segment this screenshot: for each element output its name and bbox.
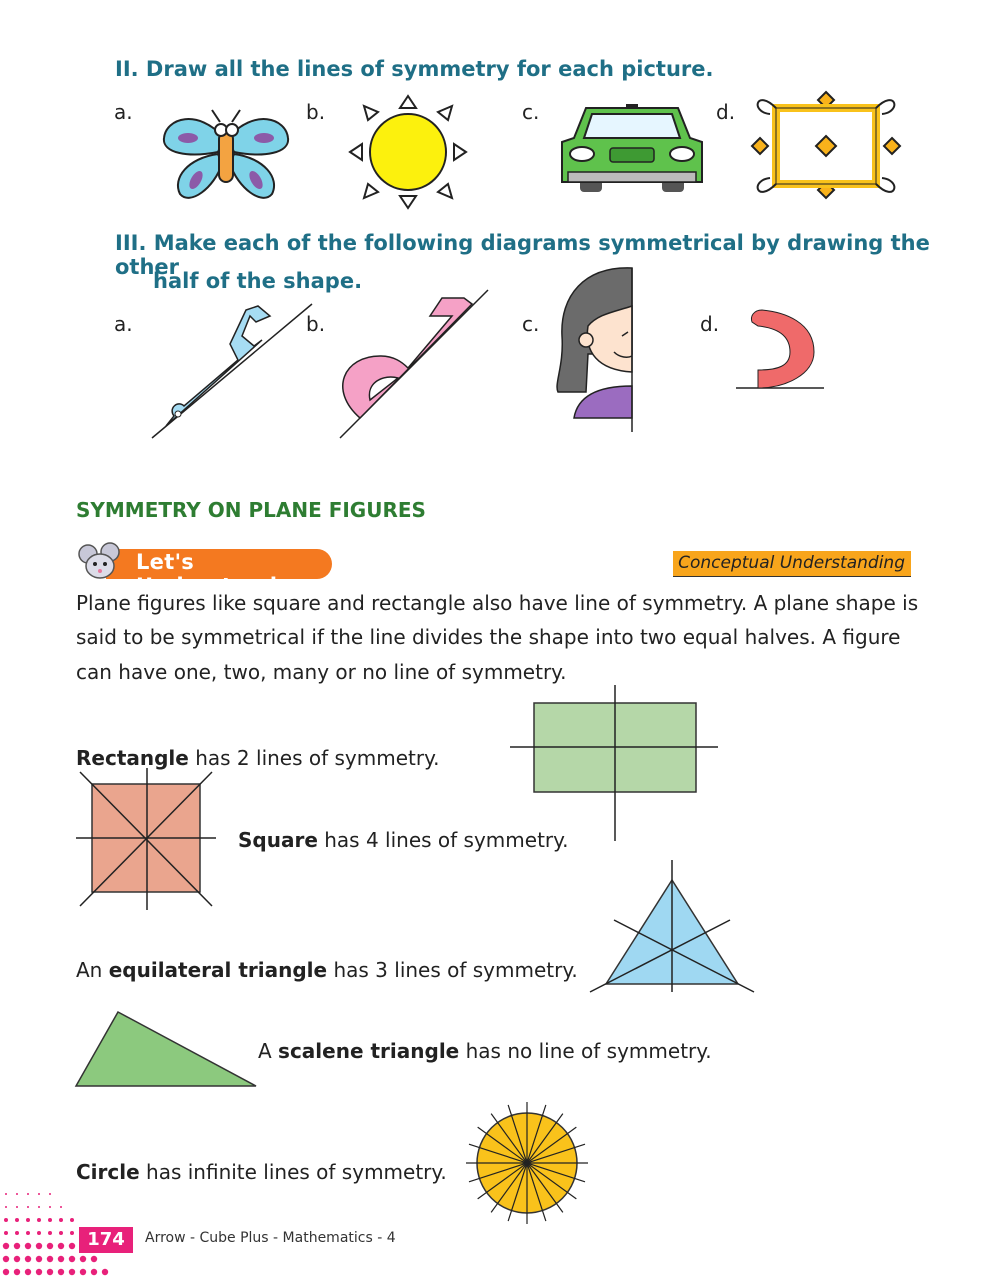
- label-2c: c.: [522, 100, 540, 124]
- decorative-dot: [16, 1193, 18, 1195]
- decorative-dot: [25, 1243, 31, 1249]
- equilateral-triangle-figure: [588, 858, 756, 994]
- rectangle-text: has 2 lines of symmetry.: [188, 746, 440, 770]
- decorative-dot: [47, 1269, 53, 1275]
- decorative-dot: [48, 1218, 52, 1222]
- decorative-dot: [36, 1243, 42, 1249]
- section-2-heading: II. Draw all the lines of symmetry for each picture.: [115, 57, 714, 81]
- circle-figure: [466, 1102, 588, 1224]
- intro-line-1: Plane figures like square and rectangle also have line of symmetry. A plane shape is: [76, 591, 919, 615]
- decorative-dot: [5, 1206, 7, 1208]
- decorative-dot: [58, 1256, 64, 1262]
- decorative-dot: [102, 1269, 108, 1275]
- decorative-dot: [69, 1256, 75, 1262]
- circle-caption: [76, 1155, 447, 1189]
- decorative-dot: [14, 1243, 20, 1249]
- decorative-dot: [16, 1206, 18, 1208]
- decorative-dot: [25, 1269, 31, 1275]
- label-2d: d.: [716, 100, 736, 124]
- page-number: 174: [87, 1229, 125, 1250]
- scalene-triangle-shape: [76, 1012, 256, 1086]
- label-3d: d.: [700, 312, 720, 336]
- decorative-dot: [37, 1218, 41, 1222]
- tag-underline: [673, 576, 911, 577]
- square-name: Square: [238, 828, 318, 852]
- scalene-caption: [258, 1034, 712, 1068]
- decorative-dot: [70, 1231, 74, 1235]
- label-3b: b.: [306, 312, 326, 336]
- intro-line-2: said to be symmetrical if the line divides the shape into two equal halves. A figure: [76, 625, 901, 649]
- decorative-dot: [26, 1218, 30, 1222]
- decorative-dot: [91, 1256, 97, 1262]
- decorative-dot: [59, 1218, 63, 1222]
- decorative-dot: [3, 1256, 9, 1262]
- badge-label: Let's Understand: [136, 550, 278, 598]
- decorative-dot: [48, 1231, 52, 1235]
- decorative-dot: [38, 1206, 40, 1208]
- topic-title: SYMMETRY ON PLANE FIGURES: [76, 498, 426, 522]
- decorative-dot: [49, 1206, 51, 1208]
- decorative-dot: [25, 1256, 31, 1262]
- book-title: Arrow - Cube Plus - Mathematics - 4: [145, 1230, 396, 1246]
- decorative-dot: [60, 1206, 62, 1208]
- section-3-heading-line1: III. Make each of the following diagrams symmetrical by drawing the other: [115, 231, 930, 279]
- conceptual-understanding-tag: [673, 551, 911, 576]
- decorative-dot: [70, 1218, 74, 1222]
- decorative-dot: [3, 1269, 9, 1275]
- decorative-dot: [4, 1218, 8, 1222]
- decorative-dot: [69, 1269, 75, 1275]
- decorative-dot: [27, 1206, 29, 1208]
- square-text: has 4 lines of symmetry.: [317, 828, 569, 852]
- decorative-dot: [36, 1256, 42, 1262]
- decorative-dot: [15, 1218, 19, 1222]
- decorative-dot: [59, 1231, 63, 1235]
- equilateral-pre: An: [76, 958, 109, 982]
- scalene-triangle-figure: [74, 1010, 258, 1088]
- section-3-heading-line2: half of the shape.: [153, 269, 363, 293]
- decorative-dot: [69, 1243, 75, 1249]
- lets-understand-badge: [78, 546, 336, 598]
- scalene-text: has no line of symmetry.: [459, 1039, 712, 1063]
- equilateral-caption: [76, 953, 578, 987]
- decorative-dot: [47, 1243, 53, 1249]
- decorative-dot: [3, 1243, 9, 1249]
- decorative-dot: [4, 1231, 8, 1235]
- decorative-dot: [49, 1193, 51, 1195]
- page-number-box: [79, 1227, 133, 1253]
- equilateral-text: has 3 lines of symmetry.: [327, 958, 578, 982]
- decorative-dot: [27, 1193, 29, 1195]
- rectangle-figure: [510, 685, 718, 843]
- decorative-dot: [37, 1231, 41, 1235]
- half-girl-face-icon: [554, 266, 654, 436]
- label-2b: b.: [306, 100, 326, 124]
- decorative-dot: [91, 1269, 97, 1275]
- decorative-dot: [80, 1256, 86, 1262]
- rectangle-name: Rectangle: [76, 746, 189, 770]
- circle-name: Circle: [76, 1160, 140, 1184]
- decorative-dot: [15, 1231, 19, 1235]
- decorative-dot: [58, 1243, 64, 1249]
- equilateral-name: equilateral triangle: [108, 958, 328, 982]
- decorative-dot: [26, 1231, 30, 1235]
- half-arch-icon: [734, 304, 826, 390]
- half-key-icon: [150, 300, 320, 440]
- scalene-pre: A: [258, 1039, 279, 1063]
- decorative-dot: [36, 1269, 42, 1275]
- frame-icon: [746, 88, 906, 208]
- decorative-dot: [38, 1193, 40, 1195]
- decorative-dot: [14, 1256, 20, 1262]
- sun-icon: [346, 92, 470, 212]
- label-3c: c.: [522, 312, 540, 336]
- square-caption: [238, 823, 568, 857]
- tag-label: Conceptual Understanding: [678, 553, 905, 573]
- decorative-dot: [5, 1193, 7, 1195]
- mouse-mascot-icon: [78, 542, 122, 584]
- half-note-icon: [336, 286, 496, 442]
- decorative-dot: [14, 1269, 20, 1275]
- square-figure: [76, 768, 218, 912]
- intro-line-3: can have one, two, many or no line of symmetry.: [76, 660, 567, 684]
- decorative-dot: [47, 1256, 53, 1262]
- circle-text: has infinite lines of symmetry.: [139, 1160, 447, 1184]
- decorative-dot: [80, 1269, 86, 1275]
- scalene-name: scalene triangle: [278, 1039, 460, 1063]
- butterfly-icon: [158, 108, 294, 204]
- car-icon: [556, 98, 708, 198]
- label-2a: a.: [114, 100, 133, 124]
- label-3a: a.: [114, 312, 133, 336]
- decorative-dot: [58, 1269, 64, 1275]
